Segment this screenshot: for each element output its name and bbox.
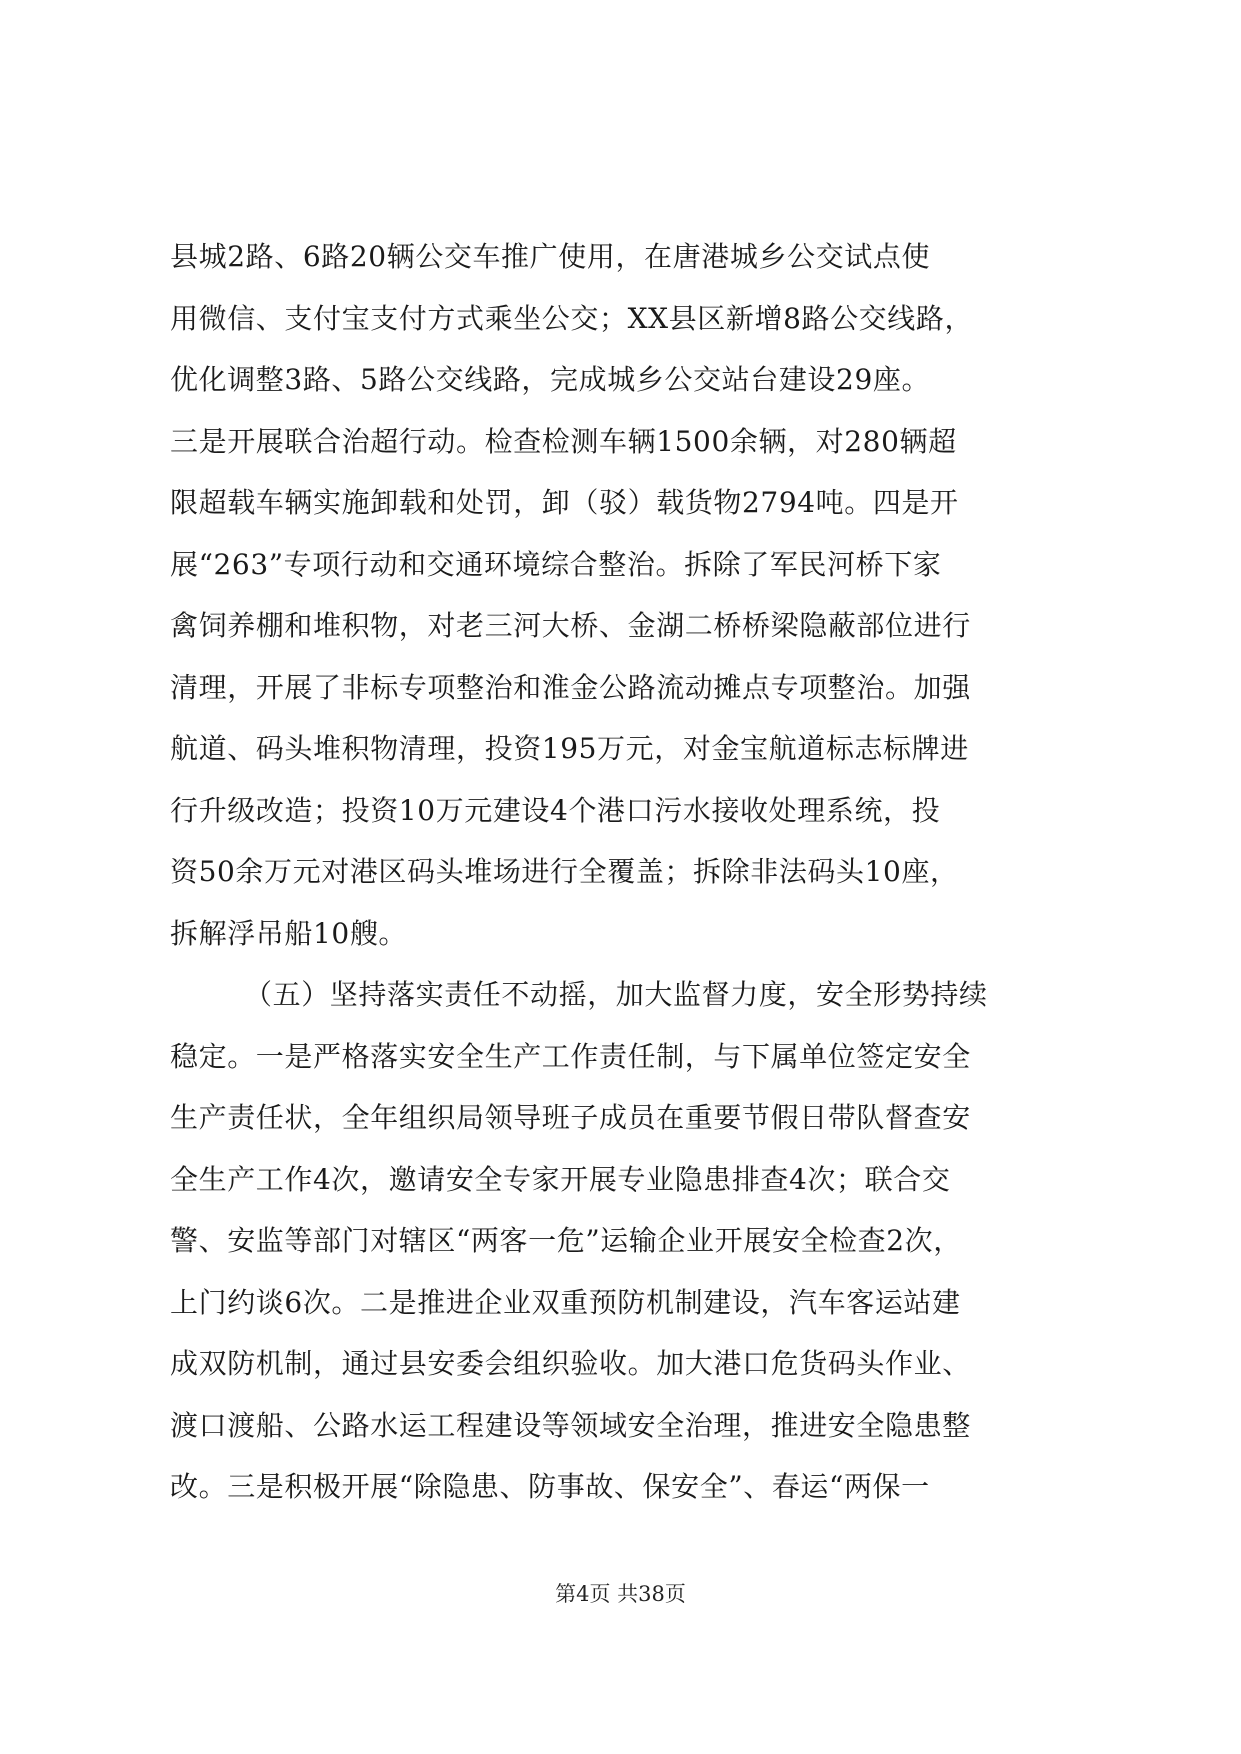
text-line: 成双防机制，通过县安委会组织验收。加大港口危货码头作业、 [170,1347,971,1380]
text-line: 拆解浮吊船10艘。 [170,916,408,950]
text-line: 清理，开展了非标专项整治和淮金公路流动摊点专项整治。加强 [170,670,971,704]
text-line: 改。三是积极开展“除隐患、防事故、保安全”、春运“两保一 [170,1470,930,1503]
text-line: 稳定。一是严格落实安全生产工作责任制，与下属单位签定安全 [170,1039,971,1073]
page-footer: 第4页 共38页 [555,1582,686,1606]
text-line: 优化调整3路、5路公交线路，完成城乡公交站台建设29座。 [170,363,931,396]
text-line: 警、安监等部门对辖区“两客一危”运输企业开展安全检查2次， [170,1224,962,1257]
text-line: 展“263”专项行动和交通环境综合整治。拆除了军民河桥下家 [170,547,942,581]
text-line: 航道、码头堆积物清理，投资195万元，对金宝航道标志标牌进 [170,732,969,765]
text-line: 三是开展联合治超行动。检查检测车辆1500余辆，对280辆超 [170,424,957,458]
text-line: 资50余万元对港区码头堆场进行全覆盖；拆除非法码头10座， [170,855,959,888]
document-body [170,226,1100,1518]
text-line: 生产责任状，全年组织局领导班子成员在重要节假日带队督查安 [170,1101,971,1134]
text-line: 渡口渡船、公路水运工程建设等领域安全治理，推进安全隐患整 [170,1408,971,1442]
text-line: （五）坚持落实责任不动摇，加大监督力度，安全形势持续 [244,978,988,1011]
text-line: 全生产工作4次，邀请安全专家开展专业隐患排查4次；联合交 [170,1162,951,1196]
text-line: 限超载车辆实施卸载和处罚，卸（驳）载货物2794吨。四是开 [170,486,959,519]
text-line: 禽饲养棚和堆积物，对老三河大桥、金湖二桥桥梁隐蔽部位进行 [170,609,971,642]
text-line: 上门约谈6次。二是推进企业双重预防机制建设，汽车客运站建 [170,1285,961,1319]
text-line: 行升级改造；投资10万元建设4个港口污水接收处理系统，投 [170,793,941,827]
text-line: 用微信、支付宝支付方式乘坐公交；XX县区新增8路公交线路， [170,301,974,335]
text-line: 县城2路、6路20辆公交车推广使用，在唐港城乡公交试点使 [170,240,931,273]
